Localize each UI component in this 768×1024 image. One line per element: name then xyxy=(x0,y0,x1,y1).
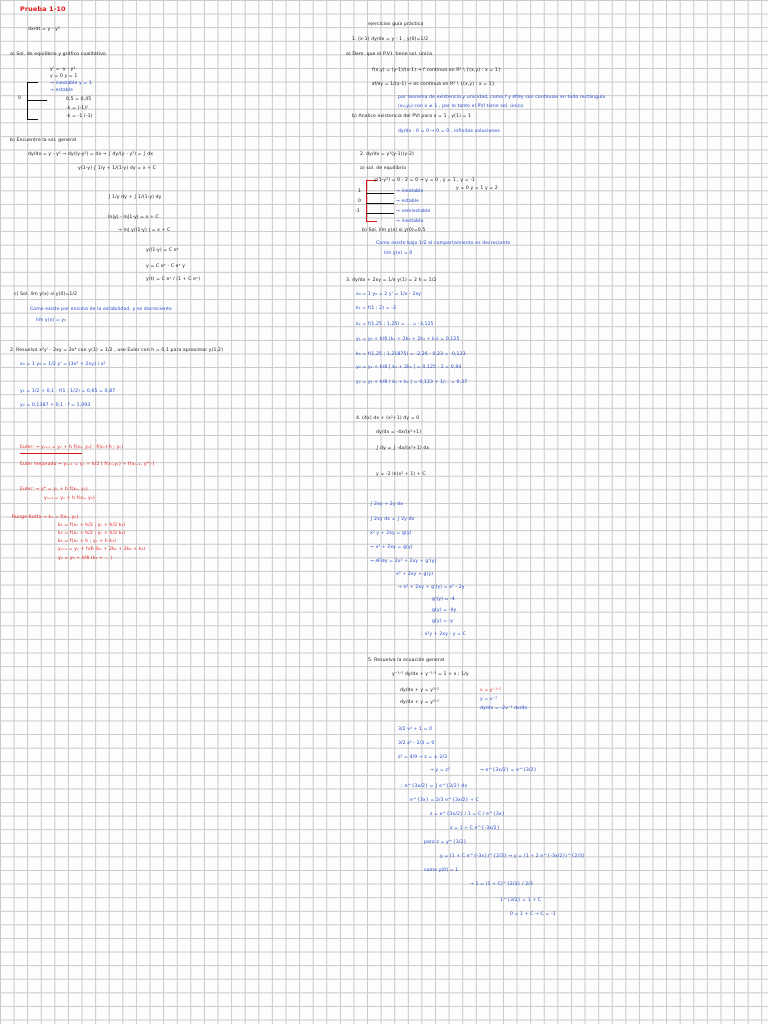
note-line: → ln| y/(1-y) | = x + C xyxy=(118,228,171,233)
note-line: → 1 = (1 + C)^{2/3} / 2/3 xyxy=(470,882,533,887)
note-line: y₂ = 0,1387 + 0,1 · f = 1,093 xyxy=(20,403,91,408)
phase-axis xyxy=(27,100,47,101)
note-line: ∫ 2xy + 2y dx xyxy=(370,502,404,507)
note-line: 5. Resuelva la ecuación general xyxy=(368,658,445,663)
note-line: dy/dx = y - y² → dy/(y-y²) = dx → ∫ dy/(y - y²) = ∫ dx xyxy=(28,152,154,157)
note-line: 1^{3/2} = 1 + C xyxy=(500,898,542,903)
note-line: y/(1-y) = C eˣ xyxy=(146,248,179,253)
note-line: → inestable xyxy=(396,189,424,194)
note-line: y' = -y - y² xyxy=(50,67,76,72)
phase-label-minus-one: -1 xyxy=(355,209,360,214)
note-line: ∂f/∂y = 1/(x-1) → es continua en R² \ {(x,y) : x = 1} xyxy=(372,82,495,87)
note-line: z = e^{3x/2} / 1 = C / e^{3x} xyxy=(430,812,505,817)
note-line: y⁻³ᐟ² dy/dx + y⁻¹ᐟ² = 1 + x ; 1/y xyxy=(392,672,469,677)
note-line: y₂ = y₁ + h/6 ( k₁ + k₂ ) = 0,123 + 1/... = 0,37 xyxy=(356,380,468,385)
note-line: k₂ = f(xₙ + h/2 ; yₙ + h/2 k₁) xyxy=(58,523,126,528)
note-line: 3/2 v² + 1 = 0 xyxy=(398,727,433,732)
note-line: 3. dy/dx + 2xy = 1/x y(1) = 2 h = 1/2 xyxy=(346,278,437,283)
note-line: 2. dy/dx = y²(y-1)(y-2) xyxy=(360,152,414,157)
note-line: g'(y) = -4 xyxy=(432,597,455,602)
note-line: k₁ = f(1 ; 2) = -3 xyxy=(356,306,396,311)
note-line: v = y⁻¹ᐟ² xyxy=(480,688,502,693)
note-line: x₀ = 1 y₀ = 2 y' = 1/x - 2xy xyxy=(356,292,422,297)
note-line: y = (1 + C e^{-3x})^{2/3} → y = (1 + 2 e^{-3x/2})^{2/3} xyxy=(440,854,586,859)
note-line: f(x,y) = (y-1)/(x-1) → f continua en R² \ {(x,y) : x = 1} xyxy=(372,68,501,73)
note-line: y(1-y) ∫ 1/y + 1/(1-y) dy = x + C xyxy=(78,166,156,171)
note-line: k₄ = f(xₙ + h ; yₙ + h k₃) xyxy=(58,539,116,544)
note-line: a) Sol. de equilibrio y gráfico cualitativo xyxy=(10,52,106,57)
note-line: ∫ dy = ∫ -4x/(x²+1) dx xyxy=(376,446,430,451)
note-line: b) Sol. lím y(x) si y(0)=0,5 xyxy=(362,228,426,233)
euler-underline xyxy=(20,453,82,454)
note-line: dy/dx = -2v⁻³ dv/dx xyxy=(480,706,528,711)
note-line: 0 = 1 + C → C = -1 xyxy=(510,912,556,917)
note-line: b) Analice existencia del PVI para x = 1 , y(1) = 1 xyxy=(352,114,472,119)
note-line: c) Sol. lím y(x) si y(0)=1/2 xyxy=(14,292,78,297)
note-line: → e^{3x/2} = e^{3/2} xyxy=(480,768,537,773)
note-line: lím y(x) = 0 xyxy=(384,251,413,256)
page-title: Prueba 1-10 xyxy=(20,5,66,13)
note-line: para z = y^{3/2} xyxy=(424,840,467,845)
note-line: -k = -1 (-1) xyxy=(66,114,93,119)
note-line: Runge-Kutta → k₁ = f(xₙ, yₙ) xyxy=(12,515,79,520)
note-line: → y = z² xyxy=(430,768,450,773)
note-line: b) Encuentre la sol. general xyxy=(10,138,77,143)
note-line: g(y) = -4y xyxy=(432,608,457,613)
phase-label-zero: 0 xyxy=(358,199,362,204)
note-line: dy/dx = -4x/(x²+1) xyxy=(376,430,422,435)
phase-zero-label: 0 xyxy=(18,96,22,101)
note-line: z² = 4/9 → z = ± 2/3 xyxy=(398,755,448,760)
note-line: yₙ₊₁ = yₙ + h f(xₙ, yₙ) xyxy=(44,496,95,501)
note-line: por teorema de existencia y unicidad, como f y ∂f/∂y son continuas en todo rectángulo xyxy=(398,95,606,100)
note-line: g(y) = -y xyxy=(432,619,454,624)
note-line: -k = (-1)² xyxy=(66,106,89,111)
note-line: ∫ 2xy dx = ∫ 2y dx xyxy=(370,517,415,522)
note-line: → x² + 2xy + g'(y) = x² - 2y xyxy=(398,585,465,590)
note-line: ∫ 1/y dy + ∫ 1/(1-y) dy xyxy=(108,195,162,200)
note-line: y₁ = 1/2 + 0,1 · f(1 ; 1/2) = 0,65 = 0,87 xyxy=(20,389,116,394)
note-line: como y(0) = 1 xyxy=(424,868,459,873)
note-line: k₃ = f(1,25 ; 1,21875) = -2,26 · 0,23 = -0,123 xyxy=(356,352,466,357)
note-line: e^{3x} = 2/3 e^{3x/2} + C xyxy=(410,798,479,803)
note-line: y(1-y²) = 0 - 2 = 0 → y = 0 , y = 1 , y = -1 xyxy=(374,178,476,183)
note-line: z = 1 + C e^{-3x/2} xyxy=(450,826,500,831)
note-line: y₁ = y₀ + h/6 (k₁ + ... ) xyxy=(58,556,113,561)
note-line: ∴ x²y + 2xy - y = C xyxy=(420,632,466,637)
note-line: dy/dx · 0 = 0 → 0 = 0 , infinitas soluciones xyxy=(398,129,500,134)
note-line: Euler: → y* = yₙ + h f(xₙ, yₙ) xyxy=(20,487,88,492)
note-line: → semiestable xyxy=(396,209,431,214)
note-line: → inestable xyxy=(396,219,424,224)
note-line: ejercicios guía práctica xyxy=(368,22,424,27)
note-line: Como existe por encima de la estabilidad, y es decreciente xyxy=(30,307,172,312)
note-line: lím y(x) = y₀ xyxy=(36,318,67,323)
note-line: ln|y| - ln|1-y| = x + C xyxy=(108,215,159,220)
note-line: 2. Resuelva x²y' - 2xy = 3x⁴ con y(1) = 1/2 , use Euler con h = 0,1 para aproximar y(1,2) xyxy=(10,348,223,353)
note-line: 4. (4x) dx + (x²+1) dy = 0 xyxy=(356,416,420,421)
note-line: (x₀,y₀) con x ≠ 1 , por lo tanto el PVI tiene sol. única xyxy=(398,104,524,109)
note-line: Como existe bajo 1/2 el comportamiento es decreciente xyxy=(376,241,511,246)
note-line: y = -2 ln(x² + 1) + C xyxy=(376,472,426,477)
note-line: 3/2 z² - 2/3 = 0 xyxy=(398,741,435,746)
note-line: → estable xyxy=(50,88,74,93)
note-line: x² + 2xy + g(y) xyxy=(396,572,434,577)
note-line: y = 0 y = 1 y = 2 xyxy=(456,186,498,191)
note-line: a) sol. de equilibrio xyxy=(360,166,407,171)
note-line: Euler mejorado → yₙ₊₁ = yₙ + h/2 [ f(xₙ,yₙ) + f(xₙ₊₁, y*) ] xyxy=(20,462,155,467)
note-line: k₂ = f(1,25 ; 1,25) = ... = -3,125 xyxy=(356,322,434,327)
phase-axis-right xyxy=(366,193,394,194)
phase-line-sketch xyxy=(27,82,38,120)
note-line: ∴ e^{3x/2} = ∫ e^{3/2} dx xyxy=(400,784,468,789)
note-line: 1. (x-1) dy/dx = y - 1 , y(0)=1/2 xyxy=(352,37,429,42)
note-line: y₁ = y₀ + h/6 (k₁ + 2k₂ + 2k₃ + k₄) = 0,125 xyxy=(356,337,460,342)
note-line: Euler: → yₙ₊₁ = yₙ + h f(xₙ, yₙ) · f(xₙ+h ; yₙ) xyxy=(20,445,124,450)
note-line: k₃ = f(xₙ + h/2 ; yₙ + h/2 k₂) xyxy=(58,531,126,536)
phase-axis-right-3 xyxy=(366,213,394,214)
note-line: y₂ = y₁ + h/6 [ k₁ + 2k₂ ] = 0,125 · 2 = 0,94 xyxy=(356,365,462,370)
note-line: y = 0 y = 1 xyxy=(50,74,78,79)
note-line: dx/dt = y - y² xyxy=(28,27,60,32)
note-line: 0,5 = 0,45 xyxy=(66,97,92,102)
note-line: → estable xyxy=(396,199,420,204)
note-line: → inestable y = 1 xyxy=(50,81,92,86)
note-line: a) Dem. que el P.V.I. tiene sol. única xyxy=(346,52,433,57)
note-line: dy/dx + y = y³ᐟ² xyxy=(400,700,440,705)
note-line: dy/dx + y = y³ᐟ² xyxy=(400,688,440,693)
note-line: yₙ₊₁ = yₙ + h/6 (k₁ + 2k₂ + 2k₃ + k₄) xyxy=(58,547,146,552)
note-line: y = v⁻² xyxy=(480,697,498,702)
phase-line-sketch-right xyxy=(366,180,377,222)
note-line: y(t) = C eˣ / (1 + C eˣ) xyxy=(146,277,201,282)
note-line: x₀ = 1 y₀ = 1/2 y' = (3x⁴ + 2xy) / x² xyxy=(20,362,106,367)
note-line: → x² + 2xy = g(y) xyxy=(370,545,413,550)
note-line: x² y + 2xy = g(y) xyxy=(370,531,412,536)
note-line: y = C eˣ - C eˣ y xyxy=(146,264,186,269)
phase-axis-right-2 xyxy=(366,203,394,204)
phase-label-one: 1 xyxy=(358,189,362,194)
note-line: → ∂F/∂y = 2x² + 2xy + g'(y) xyxy=(370,559,437,564)
